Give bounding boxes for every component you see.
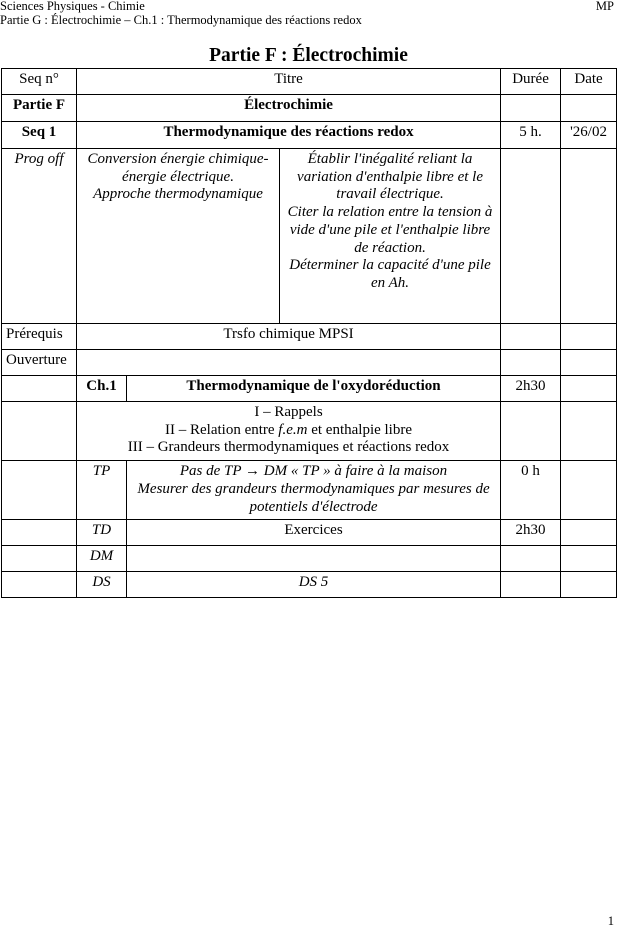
course-plan-table: [1, 68, 617, 598]
col-header-titre: Titre: [77, 69, 501, 95]
tp-empty: [2, 461, 77, 520]
dm-value: [127, 546, 501, 572]
partie-row: [2, 95, 617, 122]
chapter-titre: Thermodynamique de l'oxydoréduction: [127, 376, 501, 402]
plan-duree: [501, 402, 561, 461]
chapter-date: [561, 376, 617, 402]
td-row: [2, 520, 617, 546]
prerequis-value: Trsfo chimique MPSI: [77, 324, 501, 350]
seq-date: '26/02: [561, 122, 617, 149]
prerequis-label: Prérequis: [2, 324, 77, 350]
plan-part-2-text-end: et enthalpie libre: [307, 421, 413, 438]
td-date: [561, 520, 617, 546]
td-value: Exercices: [127, 520, 501, 546]
tp-line-1: Pas de TP → DM « TP » à faire à la maison: [179, 463, 448, 480]
prerequis-duree: [501, 324, 561, 350]
prog-off-row: [2, 149, 617, 324]
chapter-label: Ch.1: [77, 376, 127, 402]
prerequis-date: [561, 324, 617, 350]
chapter-empty: [2, 376, 77, 402]
plan-part-2: [81, 422, 496, 440]
dm-empty: [2, 546, 77, 572]
prog-off-notions: [77, 149, 280, 324]
seq-row: [2, 122, 617, 149]
plan-empty: [2, 402, 77, 461]
prog-off-capacities: [280, 149, 501, 324]
plan-part-3: III – Grandeurs thermodynamiques et réactions redox: [127, 439, 450, 456]
ouverture-row: [2, 350, 617, 376]
chapter-duree: 2h30: [501, 376, 561, 402]
ds-empty: [2, 572, 77, 598]
partie-duree: [501, 95, 561, 122]
header-chapter: Partie G : Électrochimie – Ch.1 : Thermodynamique des réactions redox: [0, 13, 362, 27]
partie-titre: Électrochimie: [77, 95, 501, 122]
seq-label: Seq 1: [2, 122, 77, 149]
plan-row: [2, 402, 617, 461]
prog-notion: Approche thermodynamique: [93, 186, 263, 203]
plan-date: [561, 402, 617, 461]
ds-value: DS 5: [127, 572, 501, 598]
prog-duree: [501, 149, 561, 324]
tp-label: TP: [77, 461, 127, 520]
dm-label: DM: [77, 546, 127, 572]
ds-row: [2, 572, 617, 598]
plan-part-2-fem: f.e.m: [278, 421, 308, 438]
col-header-date: Date: [561, 69, 617, 95]
tp-line-2: Mesurer des grandeurs thermodynamiques par mesures de potentiels d'électrode: [137, 480, 490, 515]
seq-titre: Thermodynamique des réactions redox: [77, 122, 501, 149]
ouverture-label: Ouverture: [2, 350, 77, 376]
prog-capacity: Déterminer la capacité d'une pile en Ah.: [289, 257, 491, 291]
header-course: Sciences Physiques - Chimie: [0, 0, 145, 13]
partie-label: Partie F: [2, 95, 77, 122]
prog-date: [561, 149, 617, 324]
ds-date: [561, 572, 617, 598]
page-number: 1: [607, 914, 614, 928]
prerequis-row: [2, 324, 617, 350]
prog-off-label: Prog off: [2, 149, 77, 324]
prog-capacity: Citer la relation entre la tension à vide d'une pile et l'enthalpie libre de réaction.: [287, 204, 493, 256]
tp-content: [127, 461, 501, 520]
tp-date: [561, 461, 617, 520]
td-empty: [2, 520, 77, 546]
col-header-seq: Seq n°: [2, 69, 77, 95]
chapter-row: [2, 376, 617, 402]
ouverture-duree: [501, 350, 561, 376]
dm-row: [2, 546, 617, 572]
plan-part-2-text: II – Relation entre: [165, 421, 279, 438]
partie-date: [561, 95, 617, 122]
dm-date: [561, 546, 617, 572]
td-label: TD: [77, 520, 127, 546]
seq-duree: 5 h.: [501, 122, 561, 149]
tp-duree: 0 h: [501, 461, 561, 520]
dm-duree: [501, 546, 561, 572]
header-class: MP: [595, 0, 614, 13]
col-header-duree: Durée: [501, 69, 561, 95]
td-duree: 2h30: [501, 520, 561, 546]
table-header-row: [2, 69, 617, 95]
ouverture-value: [77, 350, 501, 376]
prog-notion: Conversion énergie chimique-énergie électrique.: [87, 151, 269, 185]
tp-row: [2, 461, 617, 520]
ds-duree: [501, 572, 561, 598]
chapter-plan: [77, 402, 501, 461]
prog-capacity: Établir l'inégalité reliant la variation d'enthalpie libre et le travail électrique.: [297, 151, 483, 203]
ouverture-date: [561, 350, 617, 376]
page-title: Partie F : Électrochimie: [209, 45, 408, 66]
plan-part-1: I – Rappels: [254, 404, 323, 420]
ds-label: DS: [77, 572, 127, 598]
